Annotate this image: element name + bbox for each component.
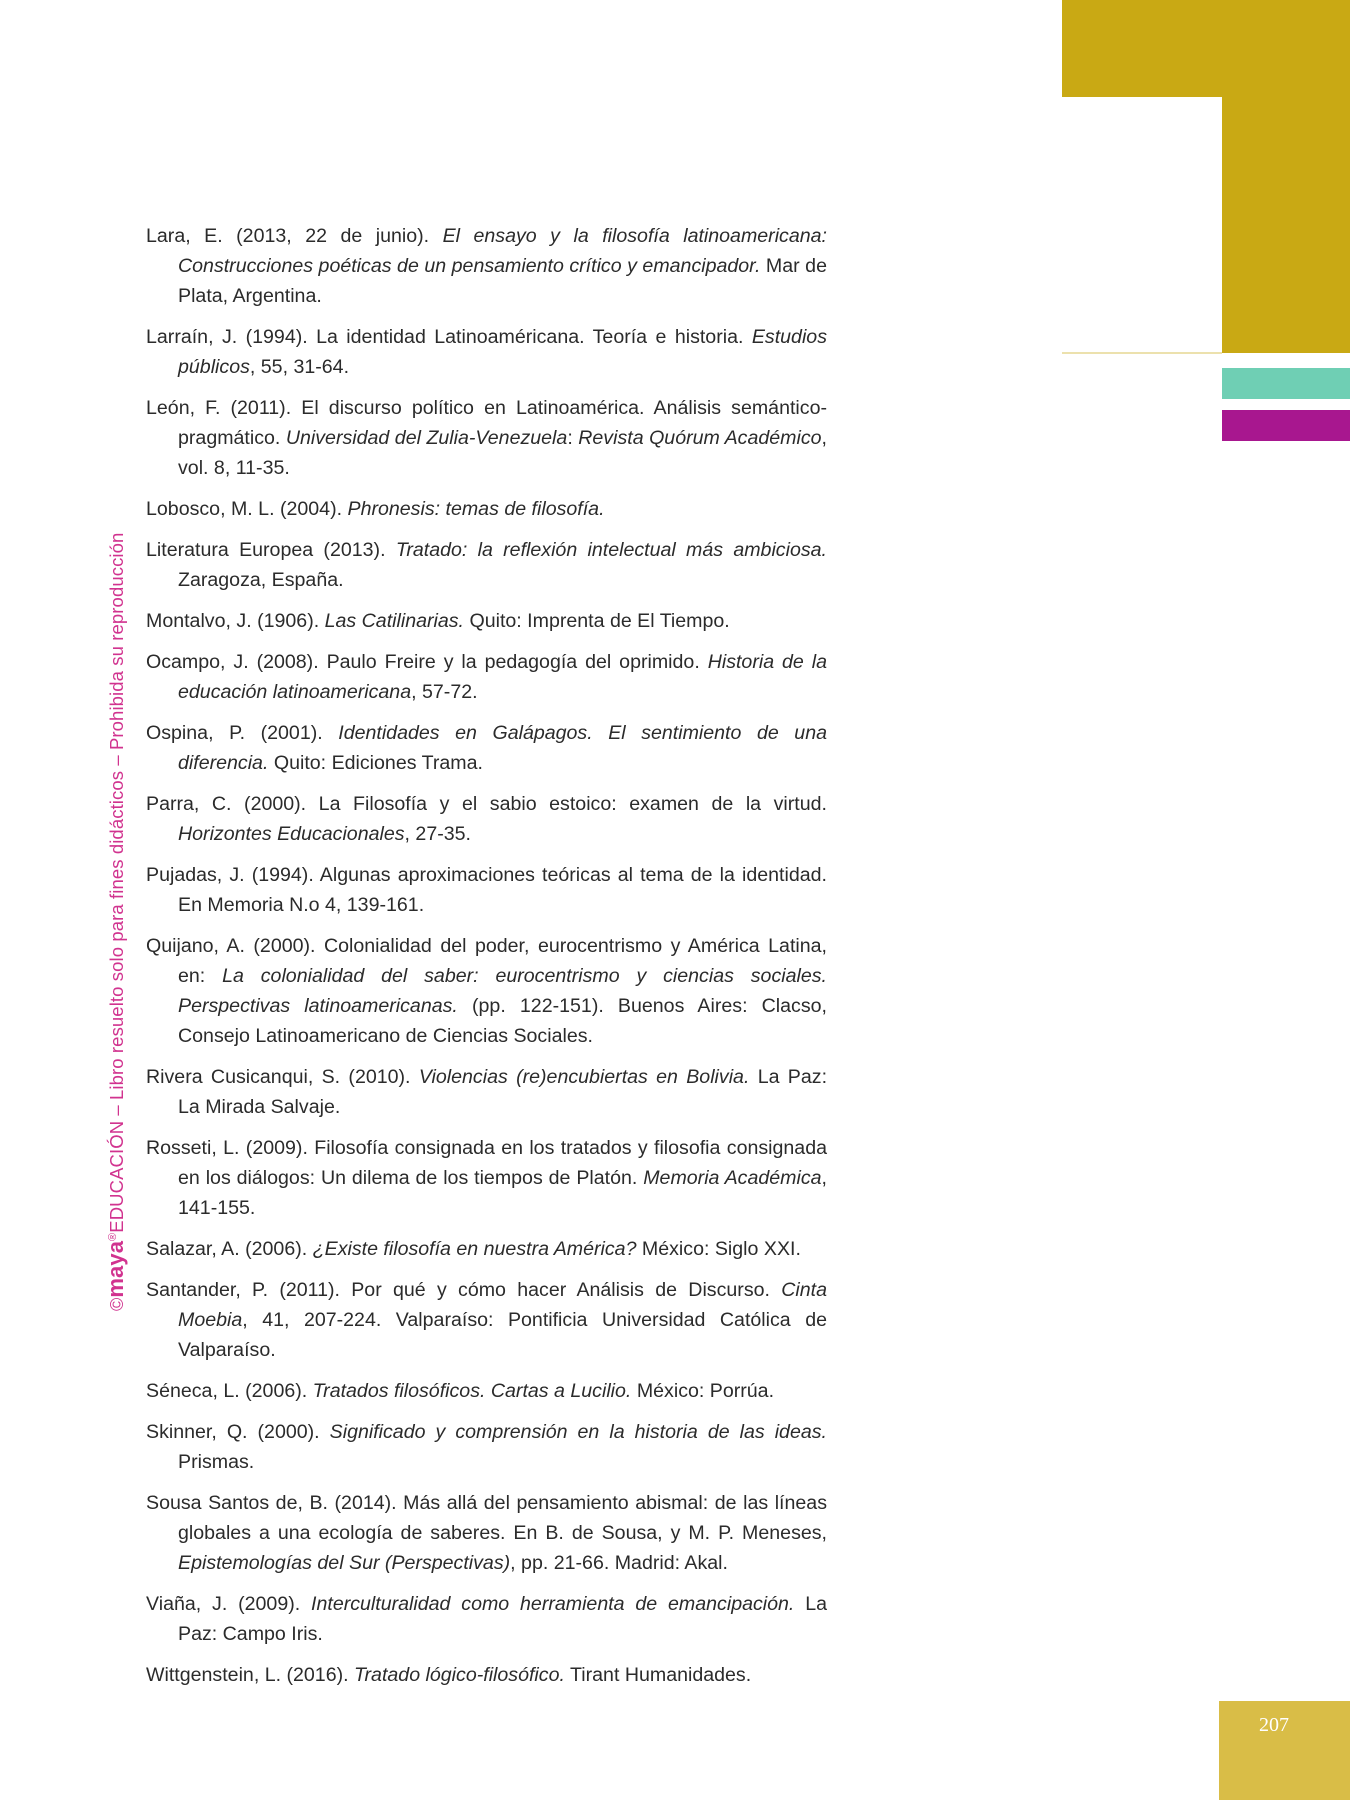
entry-text: Séneca, L. (2006). [146, 1380, 313, 1402]
entry-text: Larraín, J. (1994). La identidad Latinoaméricana. Teoría e historia. [146, 326, 752, 348]
bibliography-entry [146, 860, 827, 920]
bibliography-entry [146, 1234, 827, 1264]
entry-text: Wittgenstein, L. (2016). [146, 1664, 355, 1686]
entry-title-italic: Identidades en Galápagos. El sentimiento de una diferencia. [178, 722, 827, 774]
entry-title-italic: Phronesis: temas de filosofía. [347, 498, 605, 520]
decorative-gold-header-block [1062, 0, 1350, 97]
copyright-symbol: © [107, 1297, 127, 1311]
bibliography-entry [146, 1062, 827, 1122]
entry-title-italic: Tratados filosóficos. Cartas a Lucilio. [312, 1380, 632, 1402]
entry-text: Salazar, A. (2006). [146, 1238, 313, 1260]
entry-text: Skinner, Q. (2000). [146, 1421, 330, 1443]
side-notice-text: EDUCACIÓN – Libro resuelto solo para fines didácticos – Prohibida su reproducción [106, 532, 127, 1233]
entry-text: Pujadas, J. (1994). Algunas aproximaciones teóricas al tema de la identidad. En Memoria N.o 4, 139-161. [146, 864, 827, 916]
bibliography-entry [146, 1417, 827, 1477]
entry-text: México: Siglo XXI. [636, 1238, 801, 1260]
bibliography-entry [146, 931, 827, 1051]
entry-text: Parra, C. (2000). La Filosofía y el sabio estoico: examen de la virtud. [146, 793, 827, 815]
entry-title-italic: Epistemologías del Sur (Perspectivas) [178, 1552, 511, 1574]
entry-text: México: Porrúa. [631, 1380, 775, 1402]
brand-logo-text: maya [103, 1240, 128, 1298]
bibliography-entry [146, 393, 827, 483]
entry-text: : [567, 427, 579, 449]
entry-title-italic: ¿Existe filosofía en nuestra América? [312, 1238, 637, 1260]
entry-text: La Paz: Campo Iris. [178, 1593, 827, 1645]
entry-title-italic: Las Catilinarias. [324, 610, 465, 632]
entry-text: , 41, 207-224. Valparaíso: Pontificia Universidad Católica de Valparaíso. [178, 1309, 827, 1361]
bibliography-entry [146, 606, 827, 636]
entry-title-italic: Cinta Moebia [178, 1279, 827, 1331]
entry-title-italic: Tratado lógico-filosófico. [354, 1664, 565, 1686]
entry-text: , 55, 31-64. [249, 356, 350, 378]
entry-text: Tirant Humanidades. [564, 1664, 752, 1686]
entry-text: , 141-155. [178, 1167, 827, 1219]
decorative-divider-line [1062, 352, 1222, 354]
entry-text: , 57-72. [411, 681, 478, 703]
bibliography-entry [146, 1660, 827, 1690]
decorative-gold-side-block [1222, 97, 1350, 353]
entry-title-italic: Revista Quórum Académico [578, 427, 822, 449]
bibliography-entry [146, 494, 827, 524]
entry-text: Prismas. [178, 1451, 255, 1473]
entry-text: Literatura Europea (2013). [146, 539, 396, 561]
side-copyright-notice [103, 533, 129, 1311]
entry-title-italic: Estudios públicos [178, 326, 827, 378]
entry-text: , vol. 8, 11-35. [178, 427, 827, 479]
decorative-magenta-tab [1222, 410, 1350, 441]
entry-title-italic: Significado y comprensión en la historia de las ideas. [329, 1421, 827, 1443]
entry-title-italic: Tratado: la reflexión intelectual más ambiciosa. [395, 539, 827, 561]
bibliography-entry [146, 718, 827, 778]
registered-mark: ® [106, 1232, 119, 1241]
bibliography-entry [146, 789, 827, 849]
bibliography-entry [146, 1488, 827, 1578]
entry-text: León, F. (2011). El discurso político en Latinoamérica. Análisis semántico-pragmático. [146, 397, 827, 449]
bibliography-entry [146, 1133, 827, 1223]
entry-title-italic: Universidad del Zulia-Venezuela [285, 427, 568, 449]
entry-text: Sousa Santos de, B. (2014). Más allá del pensamiento abismal: de las líneas globales a una ecología de saberes. En B. de Sousa, y M. P. Meneses, [146, 1492, 827, 1544]
entry-text: Quito: Imprenta de El Tiempo. [464, 610, 730, 632]
entry-text: Quijano, A. (2000). Colonialidad del poder, eurocentrismo y América Latina, en: [146, 935, 827, 987]
entry-text: Ospina, P. (2001). [146, 722, 339, 744]
entry-title-italic: La colonialidad del saber: eurocentrismo y ciencias sociales. Perspectivas latinoamericanas. [178, 965, 827, 1017]
entry-text: , pp. 21-66. Madrid: Akal. [510, 1552, 728, 1574]
entry-title-italic: Violencias (re)encubiertas en Bolivia. [418, 1066, 750, 1088]
entry-text: (pp. 122-151). Buenos Aires: Clacso, Consejo Latinoamericano de Ciencias Sociales. [178, 995, 827, 1047]
entry-text: Zaragoza, España. [178, 569, 344, 591]
page-number: 207 [1259, 1714, 1289, 1736]
entry-text: Quito: Ediciones Trama. [268, 752, 483, 774]
bibliography-entry [146, 322, 827, 382]
entry-title-italic: Interculturalidad como herramienta de emancipación. [311, 1593, 795, 1615]
bibliography-entry [146, 1589, 827, 1649]
entry-title-italic: Horizontes Educacionales [178, 823, 405, 845]
decorative-teal-tab [1222, 368, 1350, 399]
entry-text: Ocampo, J. (2008). Paulo Freire y la pedagogía del oprimido. [146, 651, 708, 673]
bibliography-entry [146, 1376, 827, 1406]
bibliography-entry [146, 1275, 827, 1365]
bibliography-entry [146, 221, 827, 311]
bibliography-list [146, 221, 827, 1701]
entry-title-italic: Memoria Académica [643, 1167, 822, 1189]
entry-title-italic: Historia de la educación latinoamericana [178, 651, 827, 703]
entry-text: Mar de Plata, Argentina. [178, 255, 827, 307]
entry-text: Montalvo, J. (1906). [146, 610, 325, 632]
entry-text: , 27-35. [404, 823, 471, 845]
entry-text: Lobosco, M. L. (2004). [146, 498, 348, 520]
entry-text: Rivera Cusicanqui, S. (2010). [146, 1066, 419, 1088]
entry-text: Lara, E. (2013, 22 de junio). [146, 225, 443, 247]
entry-text: Santander, P. (2011). Por qué y cómo hacer Análisis de Discurso. [146, 1279, 782, 1301]
entry-text: Rosseti, L. (2009). Filosofía consignada en los tratados y filosofia consignada en los diálogos: Un dilema de los tiempos de Platón. [146, 1137, 827, 1189]
entry-text: La Paz: La Mirada Salvaje. [178, 1066, 828, 1118]
bibliography-entry [146, 647, 827, 707]
bibliography-entry [146, 535, 827, 595]
entry-title-italic: El ensayo y la filosofía latinoamericana: Construcciones poéticas de un pensamiento crítico y emancipador. [178, 225, 827, 277]
entry-text: Viaña, J. (2009). [146, 1593, 312, 1615]
